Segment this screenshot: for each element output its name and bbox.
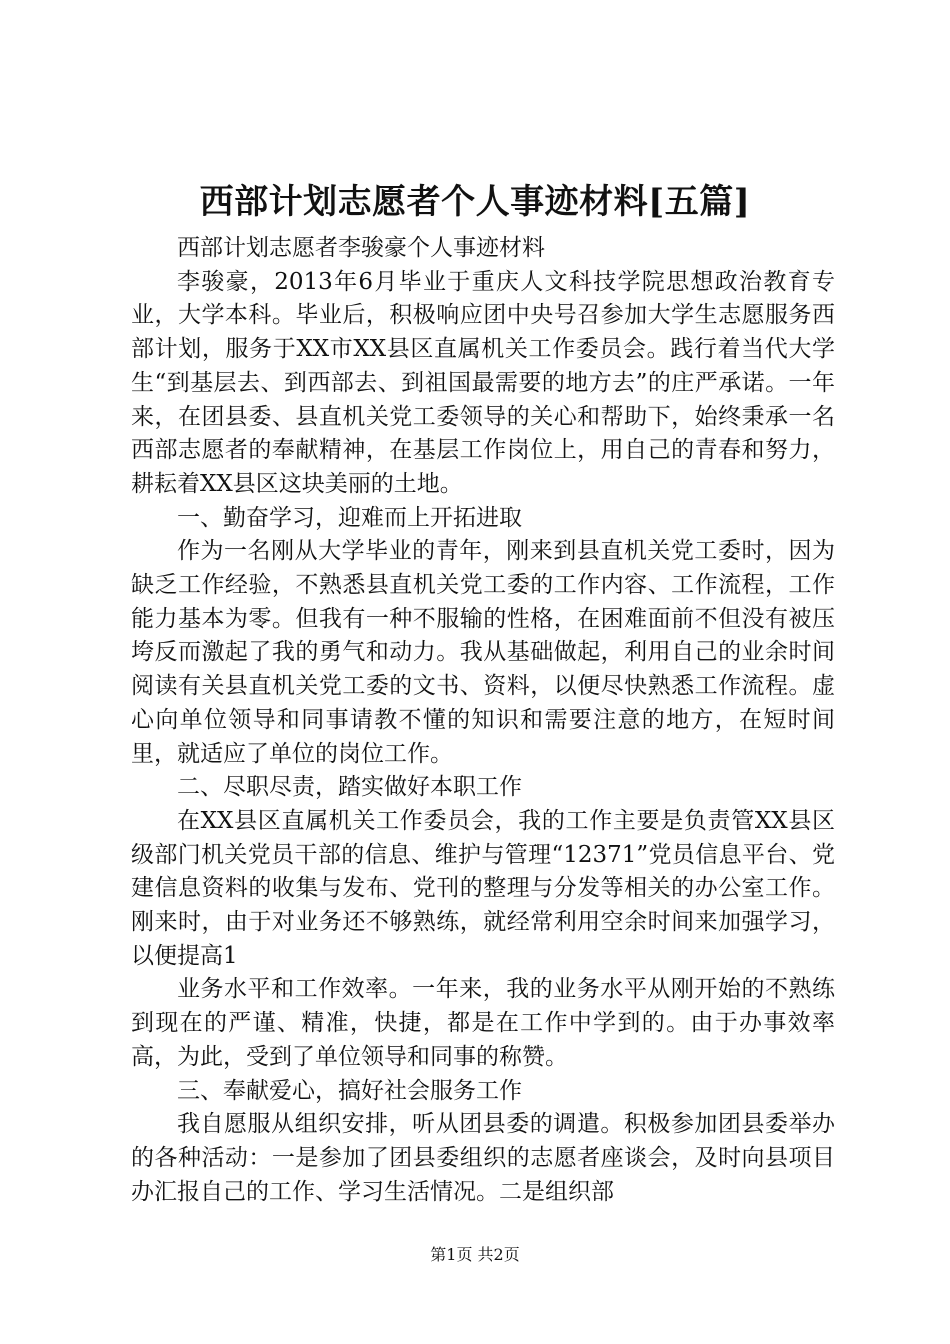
section-2-paragraph-2: 业务水平和工作效率。一年来，我的业务水平从刚开始的不熟练到现在的严谨、精准，快捷，都是在工作中学到的。由于办事效率高，为此，受到了单位领导和同事的称赞。	[131, 976, 835, 1070]
section-1-paragraph: 作为一名刚从大学毕业的青年，刚来到县直机关党工委时，因为缺乏工作经验，不熟悉县直机关党工委的工作内容、工作流程，工作能力基本为零。但我有一种不服输的性格，在困难面前不但没有被压垮反而激起了我的勇气和动力。我从基础做起，利用自己的业余时间阅读有关县直机关党工委的文书、资料，以便尽快熟悉工作流程。虚心向单位领导和同事请教不懂的知识和需要注意的地方，在短时间里，就适应了单位的岗位工作。	[131, 538, 835, 767]
intro-paragraph: 李骏豪，2013年6月毕业于重庆人文科技学院思想政治教育专业，大学本科。毕业后，积极响应团中央号召参加大学生志愿服务西部计划，服务于XX市XX县区直属机关工作委员会。践行着当代大学生“到基层去、到西部去、到祖国最需要的地方去”的庄严承诺。一年来，在团县委、县直机关党工委领导的关心和帮助下，始终秉承一名西部志愿者的奉献精神，在基层工作岗位上，用自己的青春和努力，耕耘着XX县区这块美丽的土地。	[131, 268, 835, 497]
subtitle-paragraph: 西部计划志愿者李骏豪个人事迹材料	[177, 235, 545, 261]
section-heading-1: 一、勤奋学习，迎难而上开拓进取	[177, 504, 522, 531]
document-title: 西部计划志愿者个人事迹材料[五篇]	[199, 182, 751, 222]
page-number-footer: 第1页 共2页	[430, 1245, 520, 1264]
section-heading-3: 三、奉献爱心，搞好社会服务工作	[177, 1077, 522, 1104]
section-2-paragraph-1: 在XX县区直属机关工作委员会，我的工作主要是负责管XX县区级部门机关党员干部的信息、维护与管理“12371”党员信息平台、党建信息资料的收集与发布、党刊的整理与分发等相关的办公室工作。刚来时，由于对业务还不够熟练，就经常利用空余时间来加强学习，以便提高1	[131, 807, 835, 969]
document-body	[131, 232, 835, 1209]
section-heading-2: 二、尽职尽责，踏实做好本职工作	[177, 774, 522, 801]
section-3-paragraph: 我自愿服从组织安排，听从团县委的调遣。积极参加团县委举办的各种活动：一是参加了团县委组织的志愿者座谈会，及时向县项目办汇报自己的工作、学习生活情况。二是组织部	[131, 1111, 835, 1205]
